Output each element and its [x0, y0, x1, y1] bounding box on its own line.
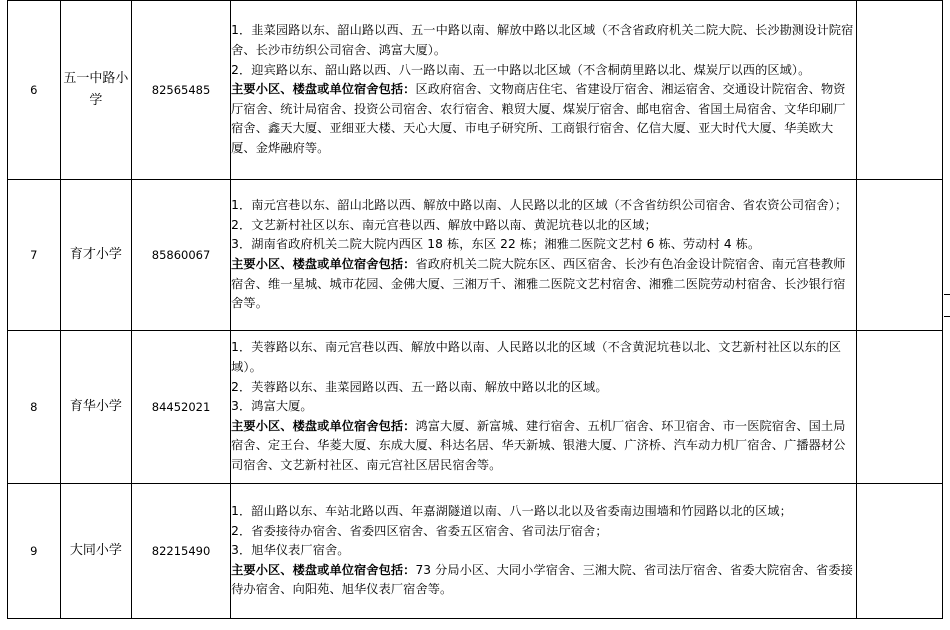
main-communities: [231, 255, 856, 314]
main-communities-text: 73 分局小区、大同小学宿舍、三湘大院、省司法厅宿舍、省委大院宿舍、省委接待办宿舍、向阳苑、旭华仪表厂宿舍等。: [231, 562, 853, 597]
main-communities-label: 主要小区、楼盘或单位宿舍包括：: [231, 257, 416, 271]
phone-number: 82565485: [131, 1, 230, 180]
page-edge-mark: [944, 294, 950, 295]
page-edge-mark: [944, 316, 950, 317]
school-name: 育华小学: [60, 331, 131, 484]
district-line: 3．鸿富大厦。: [231, 399, 313, 414]
district-description: [231, 1, 857, 180]
main-communities-label: 主要小区、楼盘或单位宿舍包括：: [231, 562, 416, 577]
main-communities-text: 鸿富大厦、新富城、建行宿舍、五机厂宿舍、环卫宿舍、市一医院宿舍、国土局宿舍、定王台、华菱大厦、东成大厦、科达名居、华天新城、银港大厦、广济桥、汽车动力机厂宿舍、广播器材公司宿舍、文艺新村社区、南元宫社区居民宿舍等。: [231, 418, 846, 472]
district-line: 2．芙蓉路以东、韭菜园路以西、五一路以南、解放中路以北的区域。: [231, 379, 608, 394]
main-communities-text: 区政府宿舍、文物商店住宅、省建设厅宿舍、湘运宿舍、交通设计院宿舍、物资厅宿舍、统计局宿舍、投资公司宿舍、农行宿舍、粮贸大厦、煤炭厅宿舍、邮电宿舍、省国土局宿舍、文华印刷厂宿舍、鑫天大厦、亚细亚大楼、天心大厦、市电子研究所、工商银行宿舍、亿信大厦、亚大时代大厦、华美欧大厦、金烨融府等。: [231, 82, 846, 155]
school-district-table: [7, 0, 943, 619]
district-description: [231, 484, 857, 619]
school-name: 育才小学: [60, 180, 131, 331]
row-index: 8: [8, 331, 61, 484]
row-index: 9: [8, 484, 61, 619]
district-line: 2．迎宾路以东、韶山路以西、八一路以南、五一中路以北区域（不含桐荫里路以北、煤炭厅以西的区域）。: [231, 62, 811, 77]
table-row: [8, 331, 943, 484]
district-line: 1．韶山路以东、车站北路以西、年嘉湖隧道以南、八一路以北以及省委南边围墙和竹园路以北的区域；: [231, 504, 792, 519]
main-communities: [231, 417, 856, 476]
main-communities: [231, 561, 856, 600]
note-cell: [857, 484, 943, 619]
table-row: [8, 180, 943, 331]
table-row: [8, 484, 943, 619]
district-line: 1．南元宫巷以东、韶山北路以西、解放中路以南、人民路以北的区域（不含省纺织公司宿舍、省农资公司宿舍）；: [231, 198, 848, 213]
school-name: 五一中路小学: [60, 1, 131, 180]
main-communities-label: 主要小区、楼盘或单位宿舍包括：: [231, 82, 416, 97]
district-line: 2．文艺新村社区以东、南元宫巷以西、解放中路以南、黄泥坑巷以北的区域；: [231, 217, 657, 232]
table-row: [8, 1, 943, 180]
district-line: 2．省委接待办宿舍、省委四区宿舍、省委五区宿舍、省司法厅宿舍；: [231, 523, 608, 538]
phone-number: 82215490: [131, 484, 230, 619]
district-description: [231, 331, 857, 484]
main-communities-text: 省政府机关二院大院东区、西区宿舍、长沙有色冶金设计院宿舍、南元宫巷教师宿舍、维一星城、城市花园、金佛大厦、三湘万千、湘雅二医院文艺村宿舍、湘雅二医院劳动村宿舍、长沙银行宿舍等。: [231, 257, 846, 311]
main-communities-label: 主要小区、楼盘或单位宿舍包括：: [231, 418, 416, 433]
phone-number: 84452021: [131, 331, 230, 484]
note-cell: [857, 1, 943, 180]
school-name: 大同小学: [60, 484, 131, 619]
district-description: [231, 180, 857, 331]
main-communities: [231, 80, 856, 158]
note-cell: [857, 331, 943, 484]
phone-number: 85860067: [131, 180, 230, 331]
district-line: 3．湖南省政府机关二院大院内西区 18 栋，东区 22 栋；湘雅二医院文艺村 6 栋、劳动村 4 栋。: [231, 237, 761, 252]
district-line: 1．芙蓉路以东、南元宫巷以西、解放中路以南、人民路以北的区域（不含黄泥坑巷以北、文艺新村社区以东的区域）。: [231, 340, 842, 375]
note-cell: [857, 180, 943, 331]
row-index: 7: [8, 180, 61, 331]
district-line: 3．旭华仪表厂宿舍。: [231, 543, 350, 558]
row-index: 6: [8, 1, 61, 180]
district-line: 1．韭菜园路以东、韶山路以西、五一中路以南、解放中路以北区域（不含省政府机关二院大院、长沙勘测设计院宿舍、长沙市纺织公司宿舍、鸿富大厦）。: [231, 23, 854, 58]
